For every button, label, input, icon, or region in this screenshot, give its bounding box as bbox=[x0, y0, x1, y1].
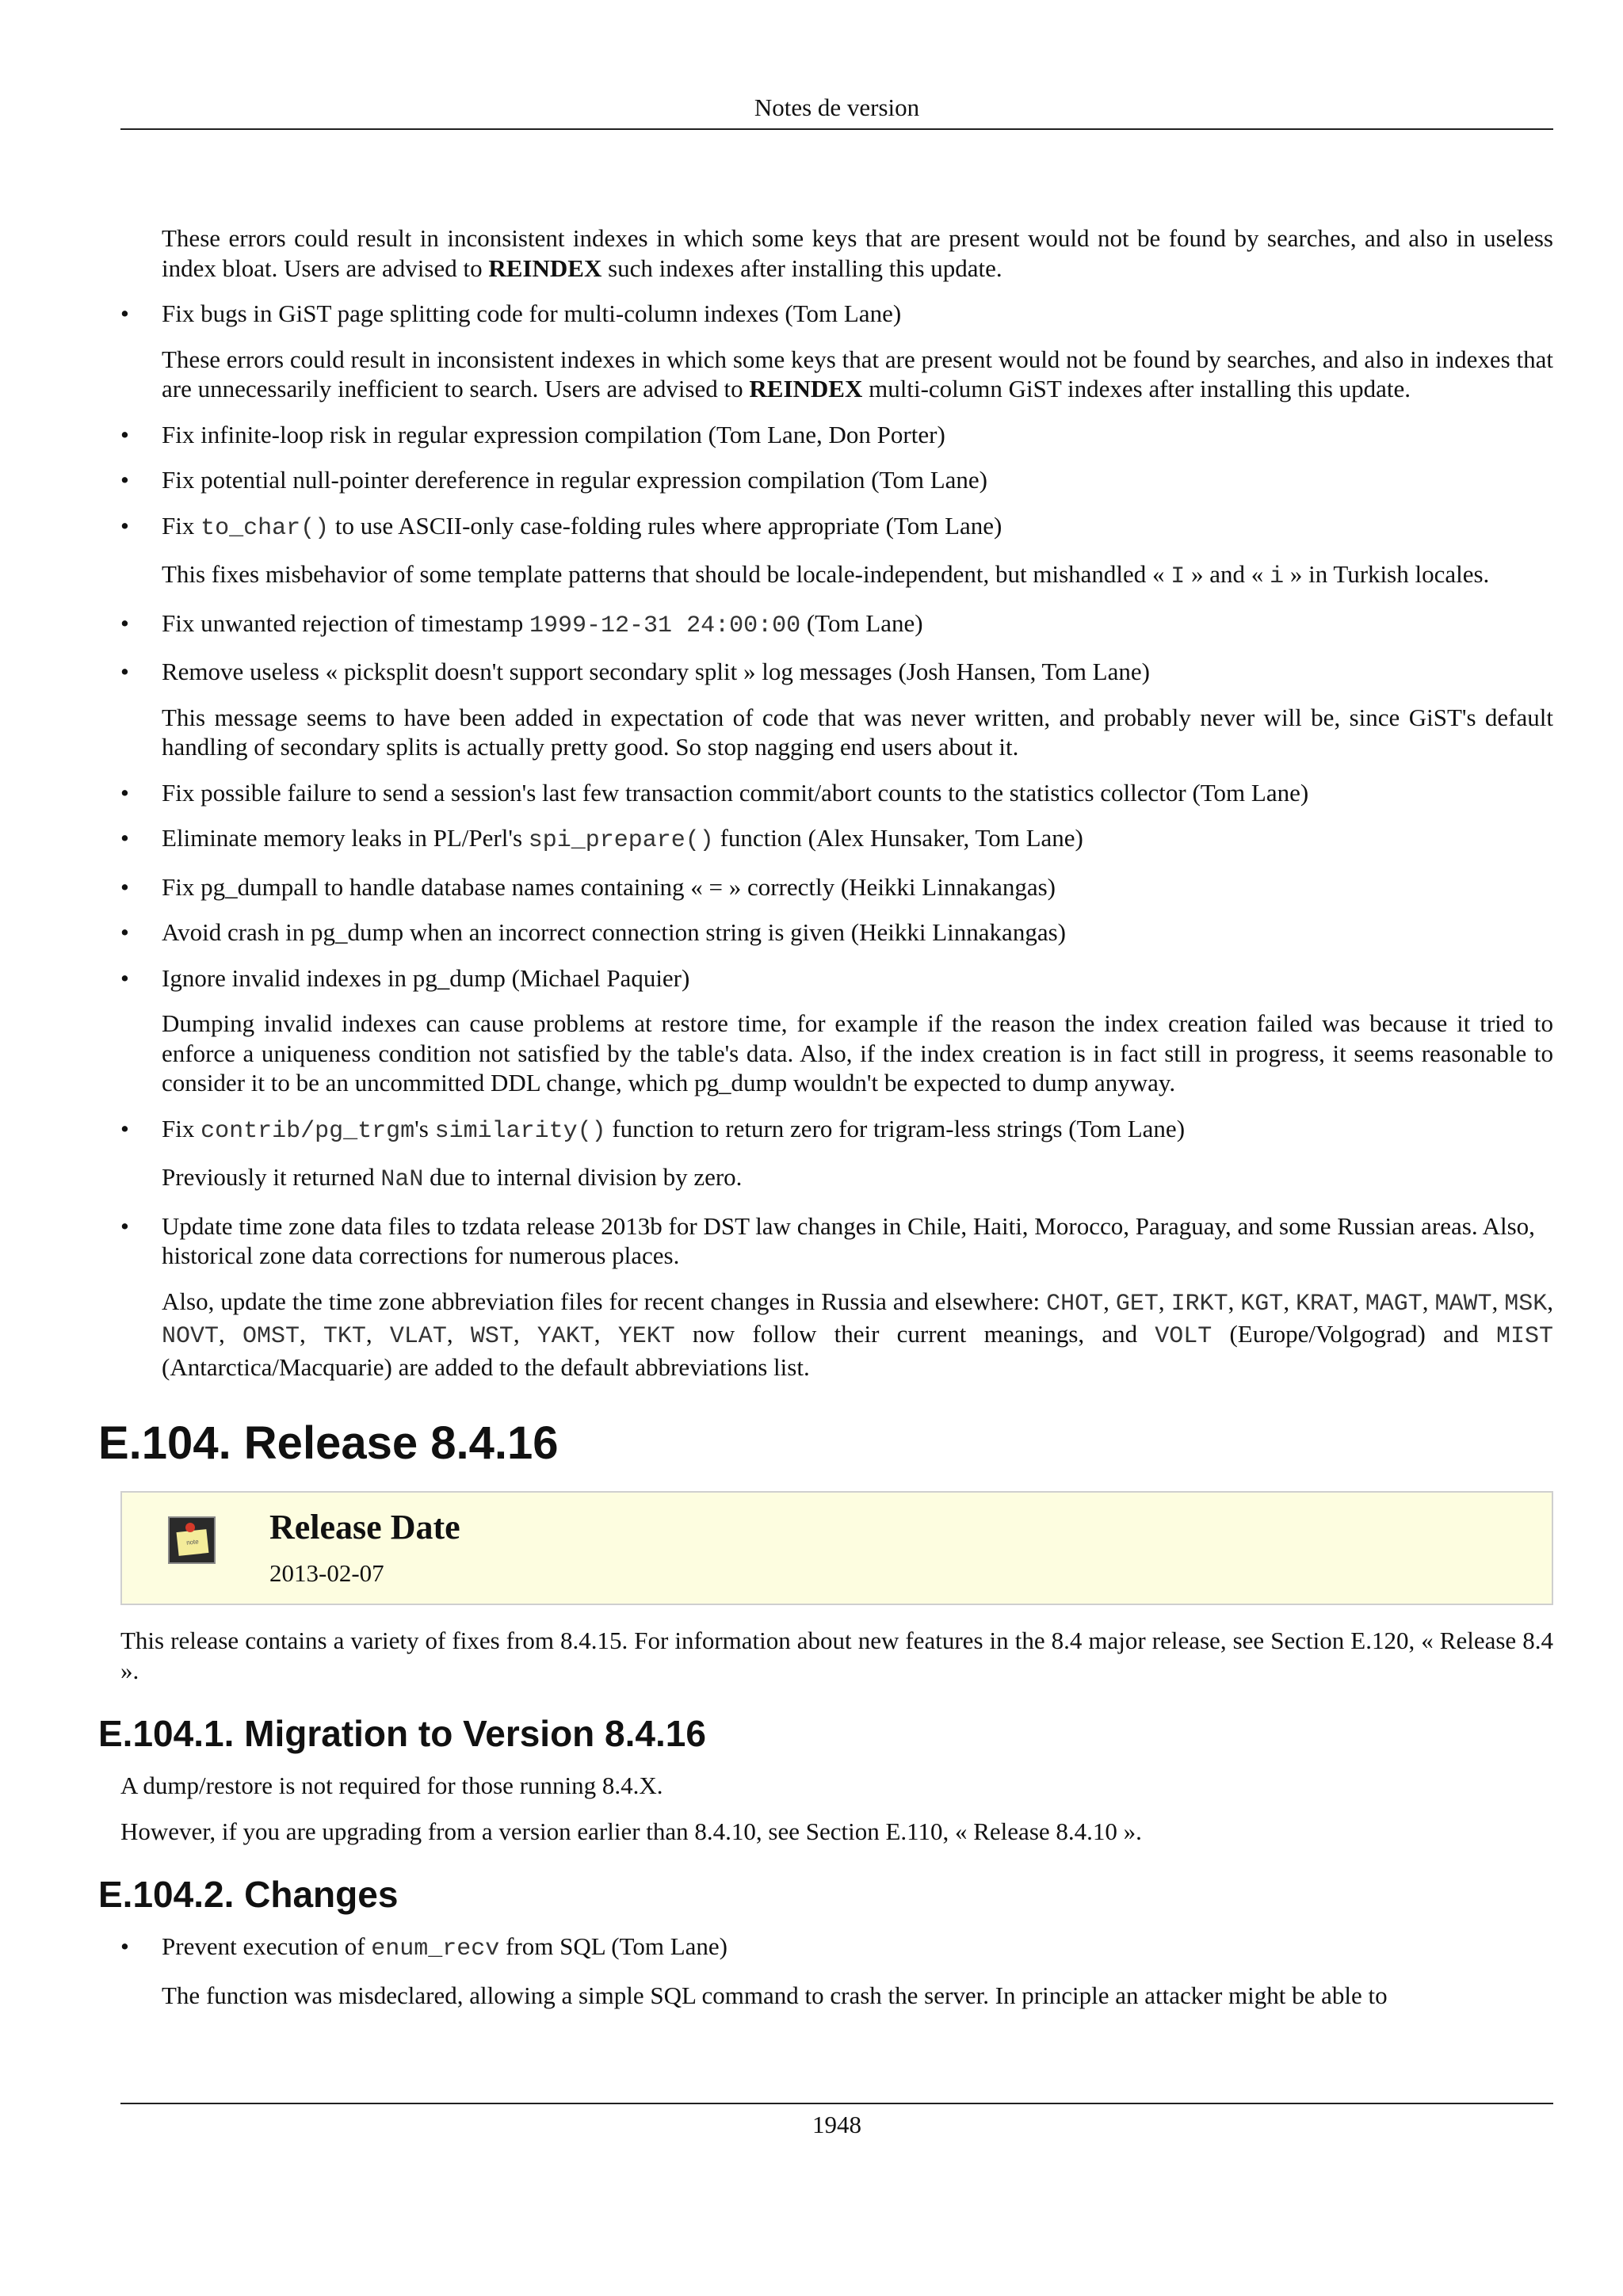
paragraph: These errors could result in inconsistent indexes in which some keys that are present would not be found by searches, and also in useless index bloat. Users are advised to REINDEX such indexes after installing this update. bbox=[162, 224, 1553, 282]
intro-paragraph: This release contains a variety of fixes from 8.4.15. For information about new features in the 8.4 major release, see Section E.120, « Release 8.4 ». bbox=[120, 1627, 1553, 1684]
note-icon: note bbox=[168, 1516, 216, 1564]
tz-abbreviation: KGT bbox=[1240, 1290, 1284, 1318]
list-item: • Avoid crash in pg_dump when an incorrect connection string is given (Heikki Linnakangas) bbox=[162, 917, 1553, 948]
footer-rule bbox=[120, 2103, 1553, 2104]
paragraph: A dump/restore is not required for those running 8.4.X. bbox=[120, 1772, 663, 1799]
paragraph: This fixes misbehavior of some template patterns that should be locale-independent, but mishandled « I » and « i » in Turkish locales. bbox=[162, 560, 1490, 590]
paragraph: This message seems to have been added in expectation of code that was never written, and probably never will be, since GiST's default handling of secondary splits is actually pretty good. So stop nagging end users about it. bbox=[162, 703, 1553, 761]
list-item: • Fix pg_dumpall to handle database names containing « = » correctly (Heikki Linnakangas) bbox=[162, 872, 1553, 902]
list-item: • Fix unwanted rejection of timestamp 1999-12-31 24:00:00 (Tom Lane) bbox=[162, 608, 1553, 642]
paragraph: Dumping invalid indexes can cause problems at restore time, for example if the reason the index creation failed was because it tried to enforce a uniqueness condition not satisfied by the table's data. Also, if the index creation is in fact still in progress, it seems reasonable to consider it to be an uncommitted DDL change, which pg_dump wouldn't be expected to dump anyway. bbox=[162, 1009, 1553, 1097]
list-item: • Update time zone data files to tzdata release 2013b for DST law changes in Chile, Haiti, Morocco, Paraguay, and some Russian areas. Also, historical zone data corrections for numerous places. bbox=[162, 1211, 1553, 1271]
paragraph: The function was misdeclared, allowing a simple SQL command to crash the server. In principle an attacker might be able to bbox=[162, 1981, 1388, 2009]
page-content bbox=[98, 223, 1553, 2026]
paragraph: These errors could result in inconsistent indexes in which some keys that are present would not be found by searches, and also in indexes that are unnecessarily inefficient to search. Users are advised to REINDEX multi-column GiST indexes after installing this update. bbox=[162, 345, 1553, 402]
list-item: • Prevent execution of enum_recv from SQL (Tom Lane) bbox=[162, 1932, 1553, 1965]
tz-abbreviation: MSK bbox=[1504, 1290, 1548, 1318]
tz-abbreviation: TKT bbox=[323, 1323, 366, 1350]
header-rule bbox=[120, 128, 1553, 130]
list-item: • Ignore invalid indexes in pg_dump (Michael Paquier) bbox=[162, 963, 1553, 994]
tz-abbreviation: CHOT bbox=[1046, 1290, 1104, 1318]
tz-abbreviation: YAKT bbox=[537, 1323, 594, 1350]
paragraph: However, if you are upgrading from a version earlier than 8.4.10, see Section E.110, « Release 8.4.10 ». bbox=[120, 1817, 1142, 1845]
list-item: • Eliminate memory leaks in PL/Perl's spi_prepare() function (Alex Hunsaker, Tom Lane) bbox=[162, 823, 1553, 856]
list-item: • Fix to_char() to use ASCII-only case-folding rules where appropriate (Tom Lane) bbox=[162, 511, 1553, 544]
release-date: 2013-02-07 bbox=[269, 1559, 384, 1587]
section-title: E.104. Release 8.4.16 bbox=[98, 1417, 559, 1469]
note-title: Release Date bbox=[269, 1508, 460, 1547]
paragraph: Also, update the time zone abbreviation files for recent changes in Russia and elsewhere: CHOT, GET, IRKT, KGT, KRAT, MAGT, MAWT, MSK, NOVT, OMST, TKT, VLAT, WST, YAKT, YEKT now follow their current meanings, and VOLT (Europe/Volgograd) and MIST (Antarctica/Macquarie) are added to the default abbreviations list. bbox=[162, 1287, 1553, 1381]
subsection-title-changes: E.104.2. Changes bbox=[98, 1874, 399, 1915]
tz-abbreviation: MAWT bbox=[1434, 1290, 1492, 1318]
tz-abbreviation: OMST bbox=[242, 1323, 300, 1350]
subsection-title-migration: E.104.1. Migration to Version 8.4.16 bbox=[98, 1713, 706, 1754]
tz-abbreviation: GET bbox=[1115, 1290, 1159, 1318]
tz-abbreviation: IRKT bbox=[1170, 1290, 1228, 1318]
tz-abbreviation-list: CHOT, GET, IRKT, KGT, KRAT, MAGT, MAWT, MSK, NOVT, OMST, TKT, VLAT, WST, YAKT, YEKT bbox=[162, 1287, 1553, 1350]
tz-abbreviation: KRAT bbox=[1296, 1290, 1354, 1318]
list-item: • Fix potential null-pointer dereference in regular expression compilation (Tom Lane) bbox=[162, 465, 1553, 495]
list-item: • Fix contrib/pg_trgm's similarity() function to return zero for trigram-less strings (Tom Lane) bbox=[162, 1114, 1553, 1147]
list-item: • Remove useless « picksplit doesn't support secondary split » log messages (Josh Hansen, Tom Lane) bbox=[162, 657, 1553, 687]
list-item: • Fix possible failure to send a session's last few transaction commit/abort counts to the statistics collector (Tom Lane) bbox=[162, 778, 1553, 808]
tz-abbreviation: WST bbox=[470, 1323, 514, 1350]
running-header: Notes de version bbox=[754, 93, 920, 121]
tz-abbreviation: YEKT bbox=[617, 1323, 675, 1350]
list-item: • Fix bugs in GiST page splitting code for multi-column indexes (Tom Lane) bbox=[162, 299, 1553, 329]
paragraph: Previously it returned NaN due to internal division by zero. bbox=[162, 1163, 743, 1193]
page-number: 1948 bbox=[812, 2111, 861, 2138]
tz-abbreviation: MAGT bbox=[1365, 1290, 1423, 1318]
list-item: • Fix infinite-loop risk in regular expression compilation (Tom Lane, Don Porter) bbox=[162, 420, 1553, 450]
tz-abbreviation: NOVT bbox=[162, 1323, 220, 1350]
tz-abbreviation: VLAT bbox=[389, 1323, 447, 1350]
release-date-note bbox=[120, 1491, 1553, 1605]
